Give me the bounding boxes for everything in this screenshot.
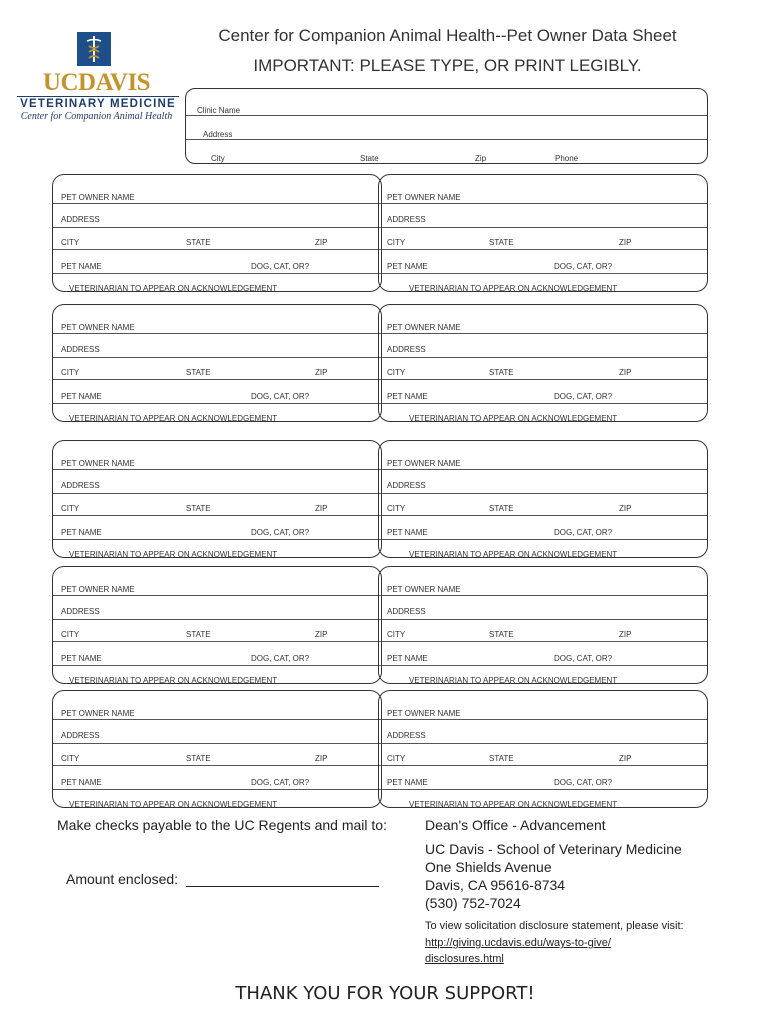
- veterinarian-label: VETERINARIAN TO APPEAR ON ACKNOWLEDGEMENT: [409, 800, 618, 809]
- address-field[interactable]: [379, 493, 707, 494]
- city-label: CITY: [387, 504, 406, 513]
- zip-label: ZIP: [315, 368, 328, 377]
- pet-name-label: PET NAME: [387, 528, 428, 537]
- address-field[interactable]: [53, 357, 381, 358]
- city-label: CITY: [61, 238, 80, 247]
- veterinarian-label: VETERINARIAN TO APPEAR ON ACKNOWLEDGEMENT: [409, 676, 618, 685]
- city-label: CITY: [387, 368, 406, 377]
- zip-label: ZIP: [619, 754, 632, 763]
- species-label: DOG, CAT, OR?: [251, 392, 310, 401]
- owner-name-label: PET OWNER NAME: [61, 459, 135, 468]
- pet-name-field[interactable]: [379, 273, 707, 274]
- pet-owner-card: [52, 690, 382, 808]
- address-label: ADDRESS: [61, 215, 100, 224]
- species-label: DOG, CAT, OR?: [251, 654, 310, 663]
- veterinarian-label: VETERINARIAN TO APPEAR ON ACKNOWLEDGEMENT: [69, 414, 278, 423]
- owner-name-field[interactable]: [379, 203, 707, 204]
- checks-instruction: Make checks payable to the UC Regents and mail to:: [57, 817, 387, 833]
- zip-label: ZIP: [315, 238, 328, 247]
- disclosure-text: To view solicitation disclosure statement, please visit:: [425, 920, 684, 932]
- state-label: STATE: [186, 630, 211, 639]
- address-field[interactable]: [53, 619, 381, 620]
- city-label: CITY: [387, 238, 406, 247]
- pet-name-field[interactable]: [53, 273, 381, 274]
- address-label: ADDRESS: [61, 731, 100, 740]
- city-state-zip-field[interactable]: [53, 765, 381, 766]
- veterinarian-label: VETERINARIAN TO APPEAR ON ACKNOWLEDGEMENT: [69, 676, 278, 685]
- species-label: DOG, CAT, OR?: [251, 778, 310, 787]
- page-subtitle: IMPORTANT: PLEASE TYPE, OR PRINT LEGIBLY.: [253, 56, 642, 75]
- address-field[interactable]: [379, 743, 707, 744]
- owner-name-label: PET OWNER NAME: [387, 323, 461, 332]
- pet-name-label: PET NAME: [387, 654, 428, 663]
- pet-owner-card: [52, 566, 382, 684]
- state-label: STATE: [186, 504, 211, 513]
- species-label: DOG, CAT, OR?: [554, 392, 613, 401]
- zip-label: ZIP: [315, 754, 328, 763]
- pet-name-field[interactable]: [379, 403, 707, 404]
- pet-owner-card: [378, 304, 708, 422]
- city-state-zip-field[interactable]: [53, 515, 381, 516]
- city-state-zip-field[interactable]: [53, 379, 381, 380]
- pet-name-label: PET NAME: [61, 654, 102, 663]
- state-label: STATE: [186, 238, 211, 247]
- city-state-zip-field[interactable]: [379, 515, 707, 516]
- species-label: DOG, CAT, OR?: [251, 528, 310, 537]
- amount-field[interactable]: [186, 886, 379, 887]
- owner-name-field[interactable]: [53, 719, 381, 720]
- city-label: CITY: [387, 754, 406, 763]
- address-label: ADDRESS: [61, 607, 100, 616]
- species-label: DOG, CAT, OR?: [554, 778, 613, 787]
- owner-name-field[interactable]: [53, 469, 381, 470]
- city-state-zip-field[interactable]: [53, 249, 381, 250]
- owner-name-label: PET OWNER NAME: [61, 323, 135, 332]
- zip-label: ZIP: [315, 630, 328, 639]
- city-state-zip-field[interactable]: [53, 641, 381, 642]
- city-state-zip-field[interactable]: [379, 641, 707, 642]
- mail-street: One Shields Avenue: [425, 859, 552, 875]
- pet-name-label: PET NAME: [61, 392, 102, 401]
- address-label: ADDRESS: [387, 345, 426, 354]
- address-field[interactable]: [53, 743, 381, 744]
- pet-name-field[interactable]: [379, 665, 707, 666]
- pet-name-field[interactable]: [53, 539, 381, 540]
- logo-wordmark: UCDAVIS: [42, 69, 151, 96]
- owner-name-field[interactable]: [53, 595, 381, 596]
- veterinarian-label: VETERINARIAN TO APPEAR ON ACKNOWLEDGEMENT: [69, 800, 278, 809]
- owner-name-field[interactable]: [379, 333, 707, 334]
- clinic-phone-label: Phone: [555, 154, 579, 163]
- mail-office: Dean's Office - Advancement: [425, 817, 606, 833]
- city-label: CITY: [61, 504, 80, 513]
- pet-name-label: PET NAME: [387, 262, 428, 271]
- clinic-name-label: Clinic Name: [197, 106, 241, 115]
- pet-name-field[interactable]: [53, 403, 381, 404]
- state-label: STATE: [186, 368, 211, 377]
- state-label: STATE: [489, 630, 514, 639]
- zip-label: ZIP: [619, 368, 632, 377]
- ucdavis-logo: [14, 32, 179, 122]
- state-label: STATE: [489, 368, 514, 377]
- thank-you-message: THANK YOU FOR YOUR SUPPORT!: [235, 983, 535, 1004]
- disclosure-link-line2[interactable]: disclosures.html: [425, 953, 504, 965]
- clinic-info-box: [185, 88, 708, 164]
- pet-owner-card: [378, 566, 708, 684]
- clinic-zip-label: Zip: [475, 154, 487, 163]
- amount-label: Amount enclosed:: [66, 871, 179, 887]
- owner-name-label: PET OWNER NAME: [61, 585, 135, 594]
- city-label: CITY: [61, 754, 80, 763]
- pet-owner-card: [378, 690, 708, 808]
- species-label: DOG, CAT, OR?: [251, 262, 310, 271]
- caduceus-shield-icon: [77, 32, 111, 66]
- address-label: ADDRESS: [387, 215, 426, 224]
- clinic-name-field[interactable]: [186, 115, 707, 116]
- owner-name-label: PET OWNER NAME: [387, 459, 461, 468]
- pet-name-label: PET NAME: [387, 778, 428, 787]
- state-label: STATE: [489, 754, 514, 763]
- species-label: DOG, CAT, OR?: [554, 528, 613, 537]
- address-label: ADDRESS: [61, 345, 100, 354]
- owner-name-label: PET OWNER NAME: [387, 193, 461, 202]
- owner-name-label: PET OWNER NAME: [387, 709, 461, 718]
- pet-owner-card: [52, 440, 382, 558]
- veterinarian-label: VETERINARIAN TO APPEAR ON ACKNOWLEDGEMENT: [409, 550, 618, 559]
- owner-name-label: PET OWNER NAME: [61, 193, 135, 202]
- city-state-zip-field[interactable]: [379, 249, 707, 250]
- pet-owner-card: [52, 174, 382, 292]
- veterinarian-label: VETERINARIAN TO APPEAR ON ACKNOWLEDGEMENT: [409, 414, 618, 423]
- address-label: ADDRESS: [387, 481, 426, 490]
- owner-name-field[interactable]: [379, 469, 707, 470]
- address-field[interactable]: [379, 357, 707, 358]
- page-title: Center for Companion Animal Health--Pet Owner Data Sheet: [218, 26, 677, 45]
- veterinarian-label: VETERINARIAN TO APPEAR ON ACKNOWLEDGEMENT: [409, 284, 618, 293]
- clinic-address-label: Address: [203, 130, 233, 139]
- address-field[interactable]: [379, 619, 707, 620]
- state-label: STATE: [186, 754, 211, 763]
- pet-name-field[interactable]: [53, 665, 381, 666]
- pet-name-label: PET NAME: [61, 778, 102, 787]
- veterinarian-label: VETERINARIAN TO APPEAR ON ACKNOWLEDGEMENT: [69, 284, 278, 293]
- pet-owner-card: [378, 440, 708, 558]
- address-label: ADDRESS: [387, 731, 426, 740]
- pet-owner-card: [378, 174, 708, 292]
- pet-name-label: PET NAME: [387, 392, 428, 401]
- logo-vetmed: VETERINARY MEDICINE: [17, 96, 179, 110]
- pet-name-field[interactable]: [379, 789, 707, 790]
- mail-phone: (530) 752-7024: [425, 895, 521, 911]
- zip-label: ZIP: [315, 504, 328, 513]
- clinic-address-field[interactable]: [186, 139, 707, 140]
- zip-label: ZIP: [619, 630, 632, 639]
- veterinarian-label: VETERINARIAN TO APPEAR ON ACKNOWLEDGEMENT: [69, 550, 278, 559]
- state-label: STATE: [489, 504, 514, 513]
- owner-name-label: PET OWNER NAME: [61, 709, 135, 718]
- address-field[interactable]: [53, 493, 381, 494]
- pet-name-field[interactable]: [53, 789, 381, 790]
- clinic-state-label: State: [360, 154, 379, 163]
- address-field[interactable]: [53, 227, 381, 228]
- city-label: CITY: [61, 630, 80, 639]
- address-label: ADDRESS: [387, 607, 426, 616]
- address-label: ADDRESS: [61, 481, 100, 490]
- city-state-zip-field[interactable]: [379, 765, 707, 766]
- city-label: CITY: [387, 630, 406, 639]
- pet-owner-card: [52, 304, 382, 422]
- zip-label: ZIP: [619, 238, 632, 247]
- pet-name-field[interactable]: [379, 539, 707, 540]
- owner-name-field[interactable]: [379, 595, 707, 596]
- pet-name-label: PET NAME: [61, 262, 102, 271]
- mail-school: UC Davis - School of Veterinary Medicine: [425, 841, 682, 857]
- zip-label: ZIP: [619, 504, 632, 513]
- species-label: DOG, CAT, OR?: [554, 654, 613, 663]
- address-field[interactable]: [379, 227, 707, 228]
- disclosure-link-line1[interactable]: http://giving.ucdavis.edu/ways-to-give/: [425, 937, 611, 949]
- owner-name-field[interactable]: [53, 203, 381, 204]
- logo-center-name: Center for Companion Animal Health: [20, 111, 173, 122]
- owner-name-label: PET OWNER NAME: [387, 585, 461, 594]
- owner-name-field[interactable]: [53, 333, 381, 334]
- owner-name-field[interactable]: [379, 719, 707, 720]
- pet-name-label: PET NAME: [61, 528, 102, 537]
- city-label: CITY: [61, 368, 80, 377]
- clinic-city-label: City: [211, 154, 225, 163]
- species-label: DOG, CAT, OR?: [554, 262, 613, 271]
- mail-city-state: Davis, CA 95616-8734: [425, 877, 566, 893]
- city-state-zip-field[interactable]: [379, 379, 707, 380]
- state-label: STATE: [489, 238, 514, 247]
